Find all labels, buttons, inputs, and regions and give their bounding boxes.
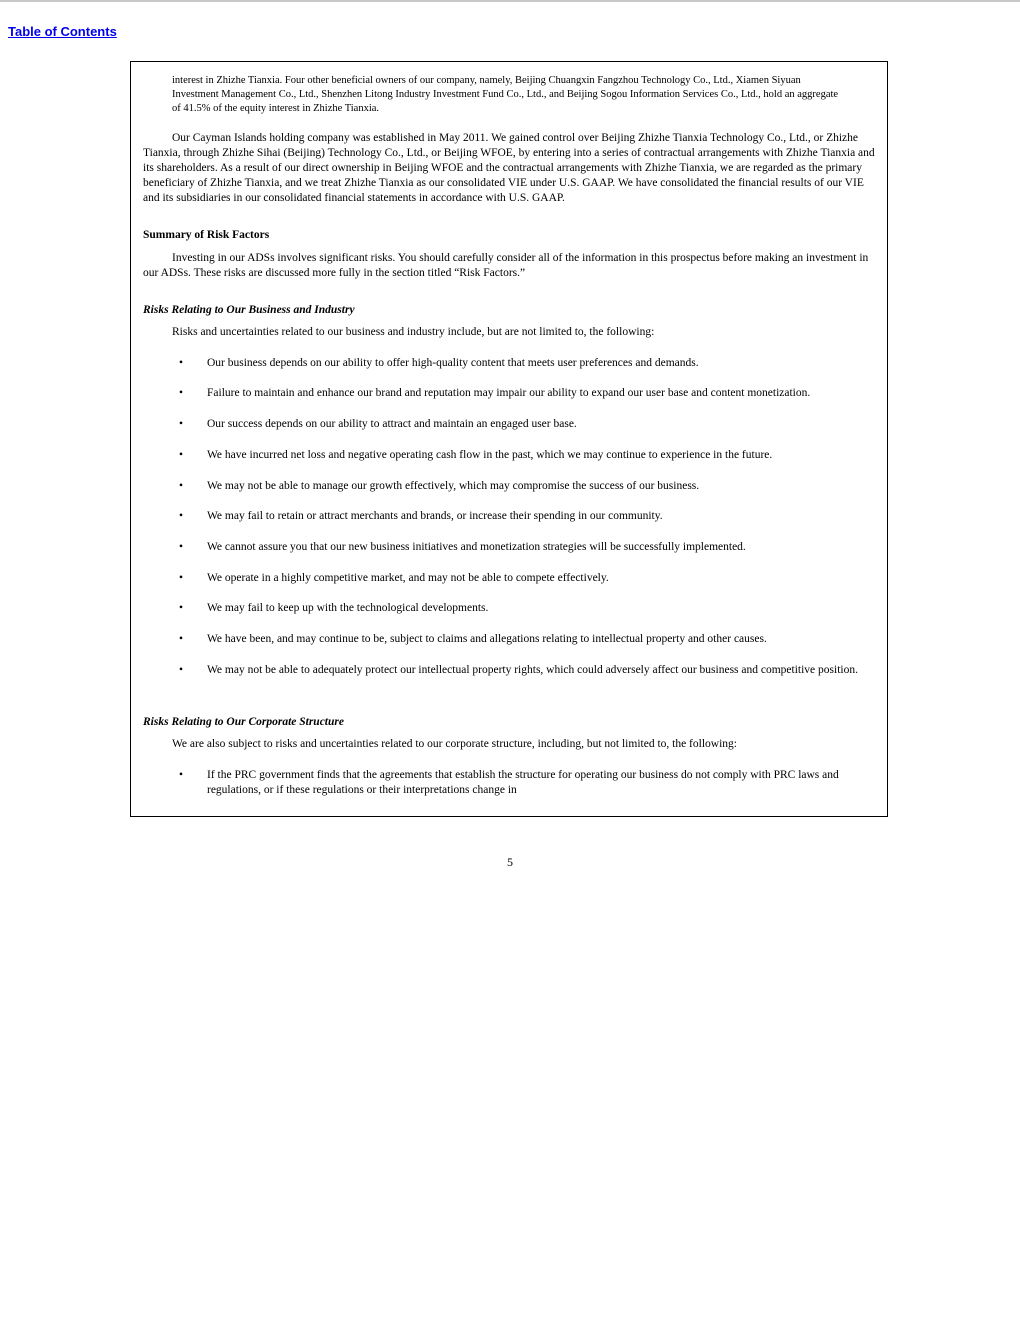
bullet-glyph: • xyxy=(179,480,184,492)
bullet-glyph: • xyxy=(179,449,184,461)
bullet-glyph: • xyxy=(179,510,184,522)
business-risks-intro: Risks and uncertainties related to our business and industry include, but are not limited to, the following: xyxy=(172,326,655,338)
risk-bullet-item: If the PRC government finds that the agreements that establish the structure for operating our business do not comply with PRC laws and regulations, or if these regulations or their interpretations change in xyxy=(207,769,839,796)
risk-bullet-item: Failure to maintain and enhance our brand and reputation may impair our ability to expand our user base and content monetization. xyxy=(207,387,811,399)
top-divider xyxy=(0,0,1020,2)
bullet-glyph: • xyxy=(179,633,184,645)
corporate-risks-heading: Risks Relating to Our Corporate Structure xyxy=(143,716,344,728)
summary-risk-factors-heading: Summary of Risk Factors xyxy=(143,229,270,241)
bullet-glyph: • xyxy=(179,357,184,369)
bullet-glyph: • xyxy=(179,541,184,553)
risk-bullet-item: We have incurred net loss and negative operating cash flow in the past, which we may continue to experience in the future. xyxy=(207,449,773,461)
holding-company-paragraph: Our Cayman Islands holding company was established in May 2011. We gained control over Beijing Zhizhe Tianxia Technology Co., Ltd., or Zhizhe Tianxia, through Zhizhe Sihai (Beijing) Technology Co., Ltd., or Beijing WFOE, by entering into a series of contractual arrangements with Zhizhe Tianxia and its shareholders. As a result of our direct ownership in Beijing WFOE and the contractual arrangements with Zhizhe Tianxia, we are regarded as the primary beneficiary of Zhizhe Tianxia, and we treat Zhizhe Tianxia as our consolidated VIE under U.S. GAAP. We have consolidated the financial results of our VIE and its subsidiaries in our consolidated financial statements in accordance with U.S. GAAP. xyxy=(143,132,875,204)
bullet-glyph: • xyxy=(179,602,184,614)
table-of-contents-link[interactable]: Table of Contents xyxy=(8,24,117,39)
summary-paragraph: Investing in our ADSs involves significant risks. You should carefully consider all of the information in this prospectus before making an investment in our ADSs. These risks are discussed more fully in the section titled “Risk Factors.” xyxy=(143,252,869,279)
page-number: 5 xyxy=(507,855,513,869)
bullet-glyph: • xyxy=(179,418,184,430)
risk-bullet-item: Our business depends on our ability to offer high-quality content that meets user preferences and demands. xyxy=(207,357,699,369)
risk-bullet-item: We operate in a highly competitive market, and may not be able to compete effectively. xyxy=(207,572,609,584)
bullet-glyph: • xyxy=(179,769,184,781)
bullet-glyph: • xyxy=(179,572,184,584)
bullet-glyph: • xyxy=(179,387,184,399)
risk-bullet-item: Our success depends on our ability to attract and maintain an engaged user base. xyxy=(207,418,577,430)
intro-continuation-paragraph: interest in Zhizhe Tianxia. Four other beneficial owners of our company, namely, Beijing Chuangxin Fangzhou Technology Co., Ltd., Xiamen Siyuan Investment Management Co., Ltd., Shenzhen Litong Industry Investment Fund Co., Ltd., and Beijing Sogou Information Services Co., Ltd., hold an aggregate of 41.5% of the equity interest in Zhizhe Tianxia. xyxy=(172,75,839,114)
risk-bullet-item: We cannot assure you that our new business initiatives and monetization strategies will be successfully implemented. xyxy=(207,541,746,553)
prospectus-summary-box xyxy=(130,61,888,817)
risk-bullet-item: We may fail to retain or attract merchants and brands, or increase their spending in our community. xyxy=(207,510,663,522)
bullet-glyph: • xyxy=(179,664,184,676)
risk-bullet-item: We may fail to keep up with the technological developments. xyxy=(207,602,489,614)
risk-bullet-item: We may not be able to adequately protect our intellectual property rights, which could adversely affect our business and competitive position. xyxy=(207,664,858,676)
risk-bullet-item: We may not be able to manage our growth effectively, which may compromise the success of our business. xyxy=(207,480,700,492)
corporate-risks-intro: We are also subject to risks and uncertainties related to our corporate structure, including, but not limited to, the following: xyxy=(172,738,737,750)
business-risks-heading: Risks Relating to Our Business and Industry xyxy=(143,304,355,316)
risk-bullet-item: We have been, and may continue to be, subject to claims and allegations relating to intellectual property and other causes. xyxy=(207,633,767,645)
